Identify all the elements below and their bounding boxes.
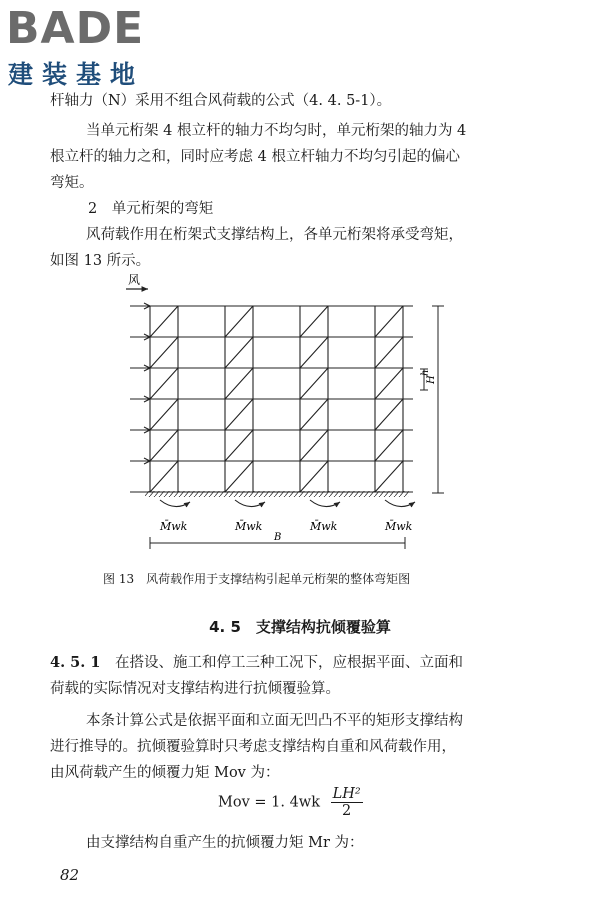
dimension-h-label: h [420,369,431,376]
paragraph-line: 风荷载作用在桁架式支撑结构上，各单元桁架将承受弯矩， [86,227,463,243]
logo-subtitle: 建装基地 [8,60,145,89]
truss-diagonal [150,399,178,430]
page-number: 82 [60,866,80,884]
clause-line [50,652,463,674]
truss-diagonal [225,306,253,337]
truss-diagonal [300,430,328,461]
logo [6,4,176,96]
truss-diagonal [375,430,403,461]
truss-diagonal [150,430,178,461]
truss-diagonal [225,368,253,399]
truss-diagonal [225,430,253,461]
moment-arcs [160,500,415,507]
figure-caption: 图 13 风荷载作用于支撑结构引起单元桁架的整体弯矩图 [103,572,411,586]
overturning-moment-formula [218,786,363,819]
formula-denominator: 2 [342,803,352,819]
paragraph-line: 由支撑结构自重产生的抗倾覆力矩 Mr 为： [86,835,364,851]
formula-fraction [331,786,363,819]
paragraph-line: 本条计算公式是依据平面和立面无凹凸不平的矩形支撑结构 [86,713,463,729]
logo-wordmark: BADE [6,3,145,54]
truss-diagonal [375,399,403,430]
paragraph-line: 如图 13 所示。 [50,253,151,269]
truss-diagonal [150,461,178,492]
paragraph-line: 杆轴力（N）采用不组合风荷载的公式（4. 4. 5-1）。 [50,93,392,109]
truss-diagonal [375,461,403,492]
truss-moment-figure [0,262,600,567]
truss-diagonal [225,461,253,492]
moment-label: M̄wk [310,520,338,533]
truss-diagonal [375,368,403,399]
truss-diagonal [225,399,253,430]
paragraph-line: 弯矩。 [50,175,94,191]
formula-lhs: Mov = 1. 4wk [218,794,321,811]
clause-line: 荷载的实际情况对支撑结构进行抗倾覆验算。 [50,681,340,697]
truss-diagonal [150,337,178,368]
truss-diagonal [300,368,328,399]
wind-label: 风 [128,273,141,287]
truss-diagonal [150,368,178,399]
truss-grid [130,303,413,492]
clause-text: 在搭设、施工和停工三种工况下，应根据平面、立面和 [114,655,463,671]
truss-diagonal [150,306,178,337]
truss-diagonal [300,306,328,337]
truss-diagonal [300,337,328,368]
paragraph-line: 根立杆的轴力之和，同时应考虑 4 根立杆轴力不均匀引起的偏心 [50,149,460,165]
truss-diagonal [375,337,403,368]
dimension-B-label: B [274,532,282,543]
dimension-H-label: H [426,375,437,384]
formula-numerator: LH² [332,786,361,802]
paragraph-line: 进行推导的。抗倾覆验算时只考虑支撑结构自重和风荷载作用， [50,739,456,755]
truss-diagonal [225,337,253,368]
truss-diagonal [300,399,328,430]
truss-diagonal [375,306,403,337]
moment-label: M̄wk [160,520,188,533]
moment-label: M̄wk [235,520,263,533]
item-heading: 2 单元桁架的弯矩 [88,201,214,217]
clause-number: 4. 5. 1 [50,654,101,671]
truss-diagonal [300,461,328,492]
paragraph-line: 当单元桁架 4 根立杆的轴力不均匀时，单元桁架的轴力为 4 [86,123,467,139]
paragraph-line: 由风荷载产生的倾覆力矩 Mov 为： [50,765,280,781]
section-title: 4. 5 支撑结构抗倾覆验算 [209,618,391,636]
moment-label: M̄wk [385,520,413,533]
